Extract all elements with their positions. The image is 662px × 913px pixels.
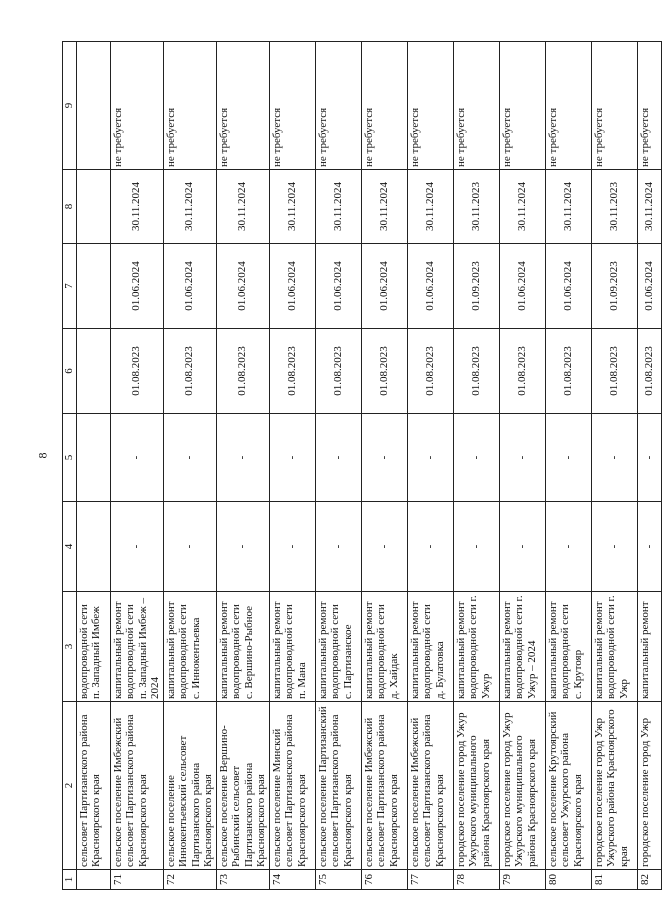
rotated-table-container [62,42,655,890]
table-cell: не требуется [269,42,315,170]
table-row [163,42,216,890]
table-cell: 01.08.2023 [269,329,315,414]
col-number: 1 [63,870,77,890]
table-cell: 30.11.2024 [407,170,453,244]
table-row [110,42,163,890]
col-number: 5 [63,414,77,502]
table-row [407,42,453,890]
table-cell: - [407,414,453,502]
table-cell: 01.08.2023 [453,329,499,414]
col-number: 6 [63,329,77,414]
table-cell: 79 [499,870,545,890]
table-cell: сельское поселение Имбежский сельсовет Партизанского района Красноярского края [407,702,453,870]
table-cell: 01.06.2024 [315,244,361,329]
table-cell: городское поселение город Ужр Ужурского района Красноярского края [591,702,637,870]
table-cell [76,170,110,244]
table-cell: 01.08.2023 [591,329,637,414]
table-cell [76,870,110,890]
table-cell: 01.09.2023 [453,244,499,329]
table-cell: - [269,414,315,502]
table-cell: - [163,414,216,502]
table-cell: сельское поселение Партизанский сельсовет Партизанского района Красноярского края [315,702,361,870]
table-cell: 30.11.2024 [499,170,545,244]
table-cell: 01.06.2024 [407,244,453,329]
column-number-row [63,42,77,890]
col-number: 2 [63,702,77,870]
table-cell: капитальный ремонт водопроводной сети с. Вершино-Рыбное [216,592,269,702]
table-cell: - [216,414,269,502]
table-cell: не требуется [453,42,499,170]
table-cell: - [591,502,637,592]
table-cell: сельское поселение Имбежский сельсовет Партизанского района Красноярского края [361,702,407,870]
table-cell: капитальный ремонт водопроводной сети с. Иннокентьевка [163,592,216,702]
table-cell: 30.11.2024 [216,170,269,244]
table-cell: сельское поселение Крутоярский сельсовет Ужурского района Красноярского края [545,702,591,870]
table-cell: капитальный ремонт водопроводной сети д. Булатовка [407,592,453,702]
table-row [269,42,315,890]
table-cell: 30.11.2024 [163,170,216,244]
table-cell: - [110,502,163,592]
table-cell: не требуется [110,42,163,170]
col-number: 3 [63,592,77,702]
table-cell: сельское поселение Вершино-Рыбинский сельсовет Партизанского района Красноярского края [216,702,269,870]
table-cell: 01.06.2024 [216,244,269,329]
table-cell: не требуется [545,42,591,170]
table-cell: - [453,414,499,502]
table-cell [76,502,110,592]
table-cell: капитальный ремонт водопроводной сети д. Хайдак [361,592,407,702]
table-cell: капитальный ремонт водопроводной сети п. Мана [269,592,315,702]
col-number: 9 [63,42,77,170]
table-cell: сельсовет Партизанского района Красноярского края [76,702,110,870]
table-cell: 01.08.2023 [499,329,545,414]
table-cell: 30.11.2024 [545,170,591,244]
table-cell: 73 [216,870,269,890]
table-row [453,42,499,890]
table-cell: 71 [110,870,163,890]
table-cell: - [637,414,661,502]
table-row [361,42,407,890]
table-cell: не требуется [361,42,407,170]
table-cell: - [315,502,361,592]
table-cell: 01.08.2023 [361,329,407,414]
table-cell: городское поселение город Ужр [637,702,661,870]
table-cell: 01.08.2023 [110,329,163,414]
table-cell: 30.11.2024 [110,170,163,244]
table-row [591,42,637,890]
page-number: 8 [35,452,50,459]
table-cell: не требуется [407,42,453,170]
table-cell: сельское поселение Иннокентьевский сельсовет Партизанского района Красноярского края [163,702,216,870]
table-cell: капитальный ремонт [637,592,661,702]
table-cell: - [499,502,545,592]
table-cell: - [545,502,591,592]
table-cell: капитальный ремонт водопроводной сети п. Западный Имбеж – 2024 [110,592,163,702]
table-cell: - [216,502,269,592]
table-cell [76,329,110,414]
table-cell: 01.06.2024 [637,244,661,329]
table-cell: - [499,414,545,502]
table-cell: - [591,414,637,502]
table-cell: 30.11.2023 [453,170,499,244]
table-cell: 01.06.2024 [110,244,163,329]
table-cell: 01.08.2023 [407,329,453,414]
table-cell: 01.08.2023 [637,329,661,414]
table-cell: 01.08.2023 [315,329,361,414]
table-cell: городское поселение город Ужур Ужурского муниципального района Красноярского края [453,702,499,870]
table-cell: 01.09.2023 [591,244,637,329]
table-cell: 01.06.2024 [499,244,545,329]
table-cell [76,414,110,502]
col-number: 8 [63,170,77,244]
table-cell: капитальный ремонт водопроводной сети с. Крутояр [545,592,591,702]
table-cell: не требуется [637,42,661,170]
table-cell: 01.06.2024 [361,244,407,329]
table-cell: капитальный ремонт водопроводной сети г. Ужр [591,592,637,702]
table-cell: 30.11.2024 [361,170,407,244]
table-row [499,42,545,890]
table-row [315,42,361,890]
table-cell: 01.08.2023 [163,329,216,414]
table-cell: - [407,502,453,592]
table-cell: 74 [269,870,315,890]
table-cell: 30.11.2024 [315,170,361,244]
table-cell: не требуется [163,42,216,170]
table-cell: не требуется [499,42,545,170]
table-cell: - [453,502,499,592]
table-cell: - [545,414,591,502]
table-cell: 01.06.2024 [269,244,315,329]
table-cell: не требуется [216,42,269,170]
table-cell: 30.11.2024 [269,170,315,244]
table-cell: капитальный ремонт водопроводной сети г. Ужур – 2024 [499,592,545,702]
table-cell: 80 [545,870,591,890]
table-cell: - [637,502,661,592]
table-cell: 77 [407,870,453,890]
table-cell: 01.06.2024 [163,244,216,329]
table-cell: - [361,414,407,502]
table-cell: - [163,502,216,592]
col-number: 4 [63,502,77,592]
col-number: 7 [63,244,77,329]
table-cell: 01.08.2023 [216,329,269,414]
table-cell: 82 [637,870,661,890]
table-row [216,42,269,890]
table-cell: 72 [163,870,216,890]
table-cell: 30.11.2023 [591,170,637,244]
table-cell [76,42,110,170]
table-cell: не требуется [315,42,361,170]
table-cell: не требуется [591,42,637,170]
table-cell: 81 [591,870,637,890]
table-cell: 01.08.2023 [545,329,591,414]
table-cell: - [110,414,163,502]
program-table [62,41,662,890]
table-cell: водопроводной сети п. Западный Имбеж [76,592,110,702]
table-cell: 76 [361,870,407,890]
table-row [545,42,591,890]
table-cell: 75 [315,870,361,890]
table-cell: 30.11.2024 [637,170,661,244]
table-cell: 01.06.2024 [545,244,591,329]
table-cell: городское поселение город Ужур Ужурского муниципального района Красноярского края [499,702,545,870]
table-cell: - [269,502,315,592]
table-cell: - [315,414,361,502]
table-cell: 78 [453,870,499,890]
table-cell: капитальный ремонт водопроводной сети г. Ужур [453,592,499,702]
table-cell: сельское поселение Минский сельсовет Партизанского района Красноярского края [269,702,315,870]
table-row [637,42,661,890]
table-cell [76,244,110,329]
table-row [76,42,110,890]
table-cell: сельское поселение Имбежский сельсовет Партизанского района Красноярского края [110,702,163,870]
table-cell: - [361,502,407,592]
table-cell: капитальный ремонт водопроводной сети с. Партизанское [315,592,361,702]
